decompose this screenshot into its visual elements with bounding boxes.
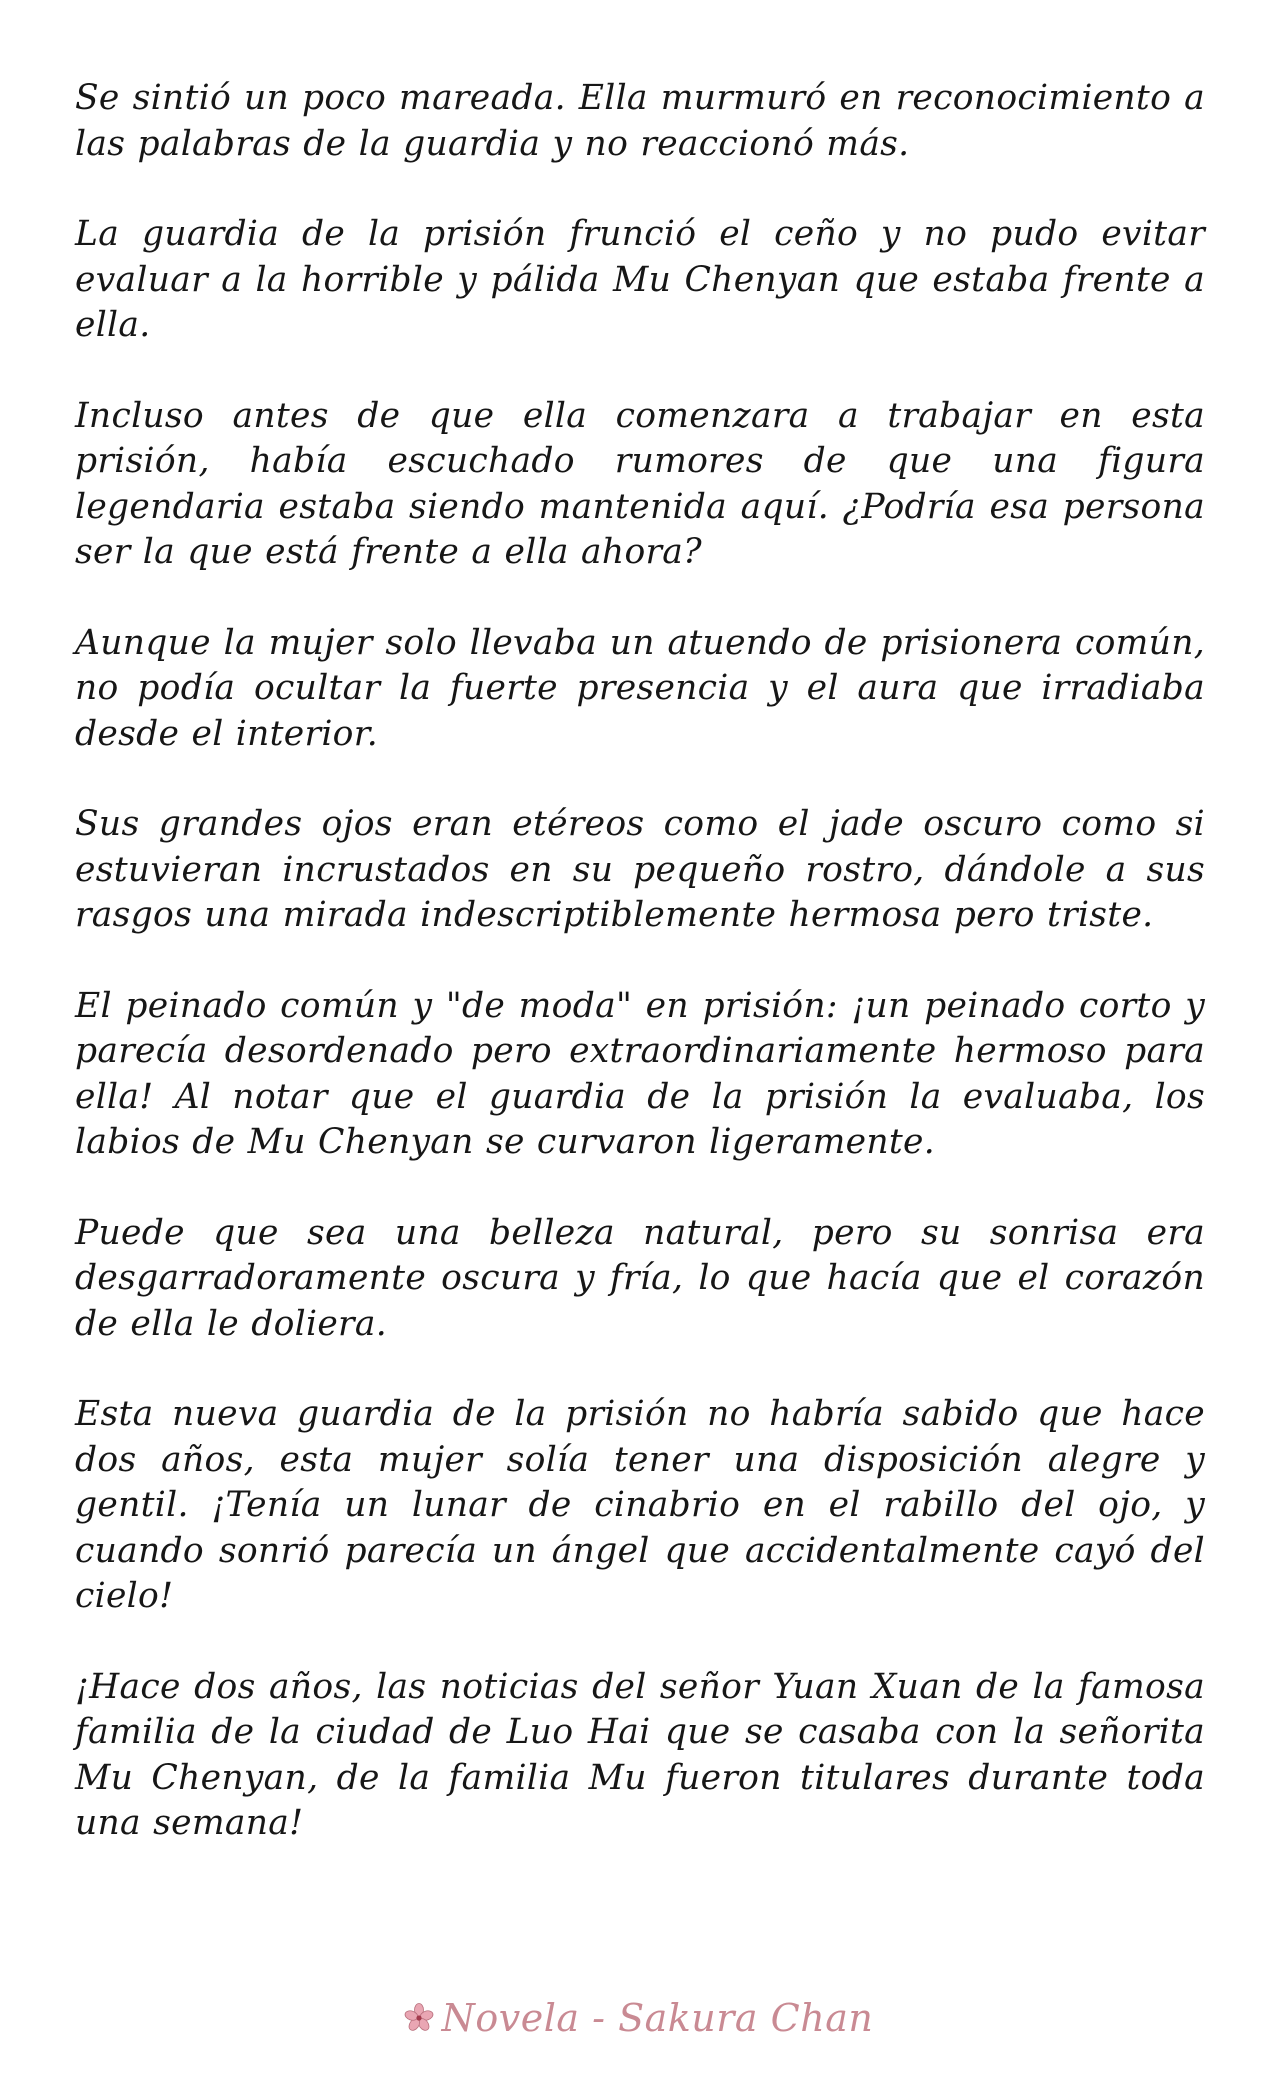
document-body xyxy=(75,76,1205,1892)
sakura-flower-icon xyxy=(402,2001,436,2035)
paragraph-5: Sus grandes ojos eran etéreos como el jade oscuro como si estuvieran incrustados en su pequeño rostro, dándole a sus rasgos una mirada indescriptiblemente hermosa pero triste. xyxy=(75,804,1205,935)
paragraph-1: Se sintió un poco mareada. Ella murmuró en reconocimiento a las palabras de la guardia y no reaccionó más. xyxy=(75,78,1205,164)
paragraph-7: Puede que sea una belleza natural, pero su sonrisa era desgarradoramente oscura y fría, lo que hacía que el corazón de ella le doliera. xyxy=(75,1212,1205,1344)
watermark xyxy=(0,1990,1275,2046)
watermark-text: Novela - Sakura Chan xyxy=(441,1996,874,2040)
paragraph-6: El peinado común y "de moda" en prisión: ¡un peinado corto y parecía desordenado pero extraordinariamente hermoso para ella! Al notar que el guardia de la prisión la evaluaba, los labios de Mu Chenyan se curvaron ligeramente. xyxy=(75,985,1205,1162)
paragraph-3: Incluso antes de que ella comenzara a trabajar en esta prisión, había escuchado rumores de que una figura legendaria estaba siendo mantenida aquí. ¿Podría esa persona ser la que está frente a ella ahora? xyxy=(75,395,1205,572)
paragraph-4: Aunque la mujer solo llevaba un atuendo de prisionera común, no podía ocultar la fuerte presencia y el aura que irradiaba desde el interior. xyxy=(75,622,1205,754)
paragraph-2: La guardia de la prisión frunció el ceño y no pudo evitar evaluar a la horrible y pálida Mu Chenyan que estaba frente a ella. xyxy=(75,214,1205,345)
paragraph-9: ¡Hace dos años, las noticias del señor Yuan Xuan de la famosa familia de la ciudad de Luo Hai que se casaba con la señorita Mu Chenyan, de la familia Mu fueron titulares durante toda una semana! xyxy=(75,1666,1205,1843)
paragraph-8: Esta nueva guardia de la prisión no habría sabido que hace dos años, esta mujer solía tener una disposición alegre y gentil. ¡Tenía un lunar de cinabrio en el rabillo del ojo, y cuando sonrió parecía un ángel que accidentalmente cayó del cielo! xyxy=(75,1394,1205,1616)
